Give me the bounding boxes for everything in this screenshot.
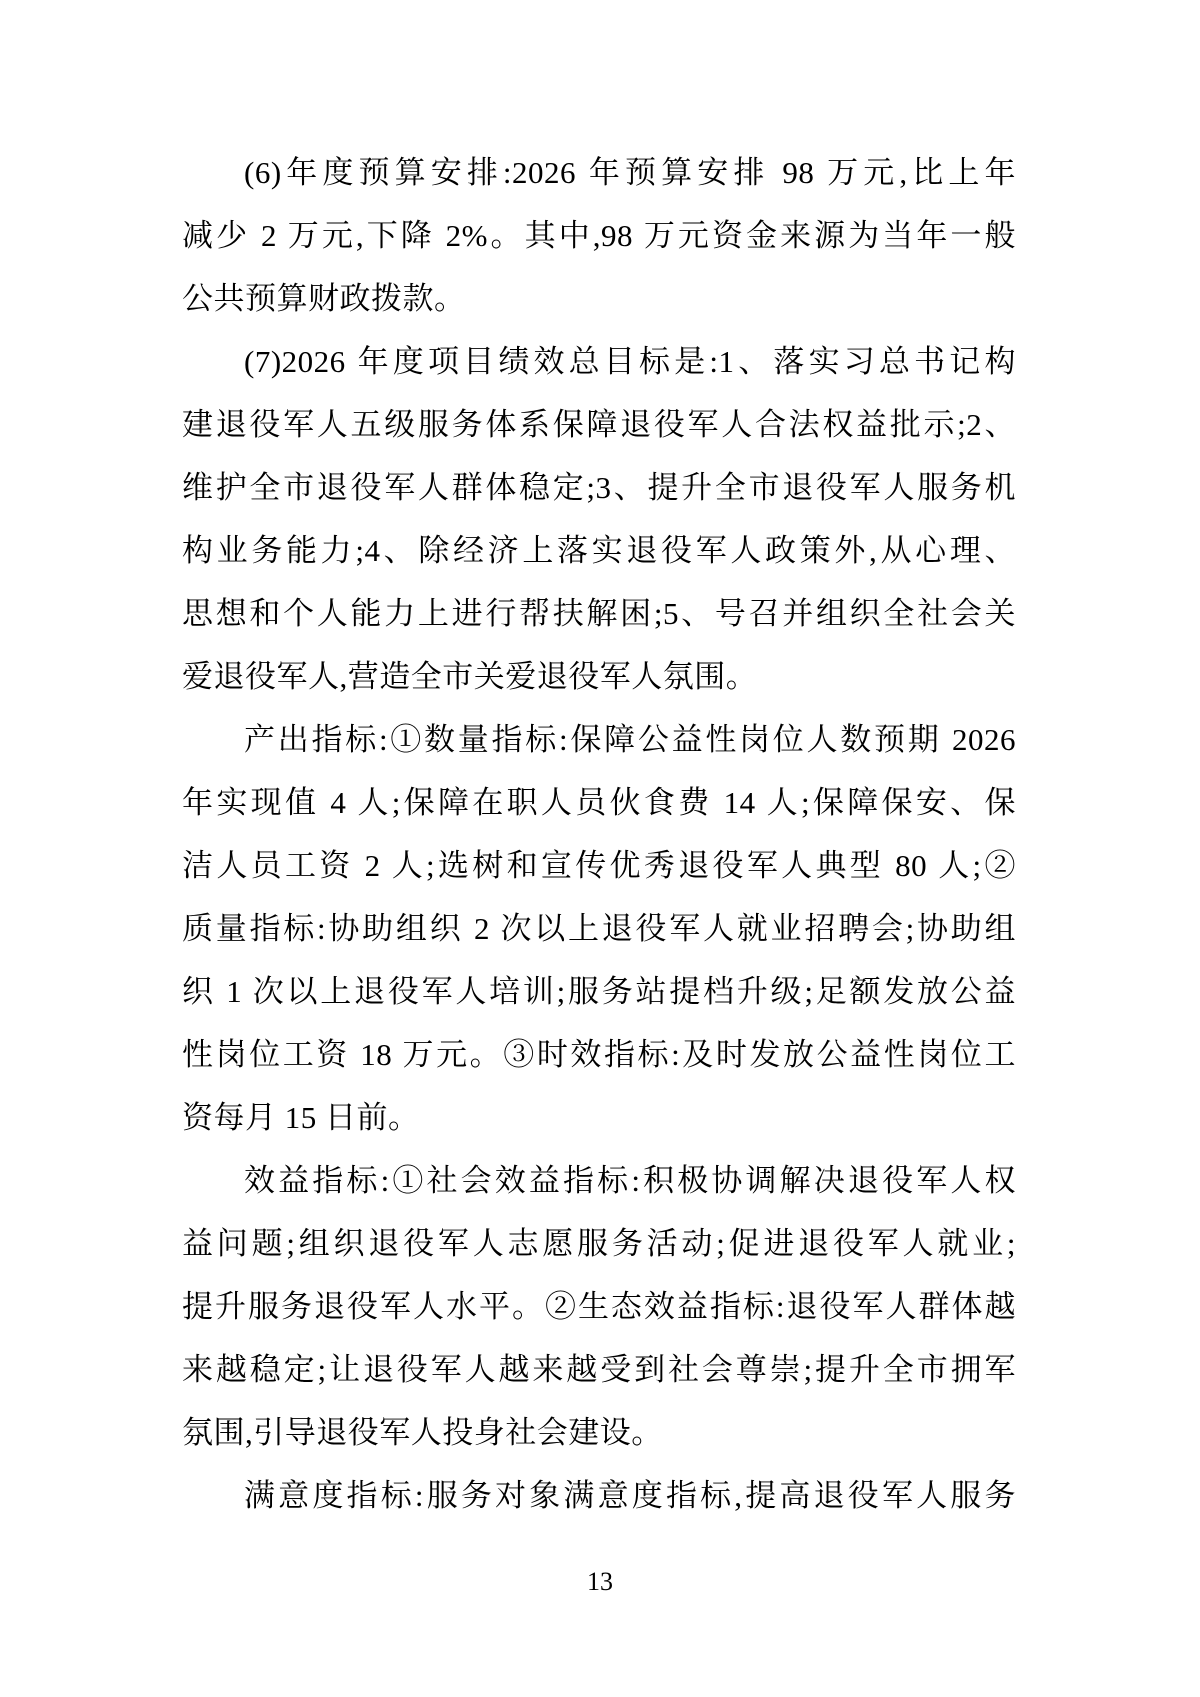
text-line: 质量指标:协助组织 2 次以上退役军人就业招聘会;协助组 (182, 911, 1016, 946)
text-line: 维护全市退役军人群体稳定;3、提升全市退役军人服务机 (182, 470, 1016, 505)
text-line: 思想和个人能力上进行帮扶解困;5、号召并组织全社会关 (182, 596, 1016, 631)
document-body (182, 141, 1016, 1527)
text-line: 资每月 15 日前。 (182, 1100, 420, 1135)
text-line: 建退役军人五级服务体系保障退役军人合法权益批示;2、 (182, 407, 1016, 442)
text-line: 公共预算财政拨款。 (182, 281, 466, 316)
text-line: 性岗位工资 18 万元。③时效指标:及时发放公益性岗位工 (182, 1037, 1016, 1072)
text-line: 洁人员工资 2 人;选树和宣传优秀退役军人典型 80 人;② (182, 848, 1016, 883)
text-line: (7)2026 年度项目绩效总目标是:1、落实习总书记构 (244, 344, 1016, 379)
text-line: 提升服务退役军人水平。②生态效益指标:退役军人群体越 (182, 1289, 1016, 1324)
page-number: 13 (587, 1567, 613, 1596)
text-line: (6)年度预算安排:2026 年预算安排 98 万元,比上年 (244, 155, 1016, 190)
text-line: 满意度指标:服务对象满意度指标,提高退役军人服务 (244, 1478, 1016, 1513)
text-line: 构业务能力;4、除经济上落实退役军人政策外,从心理、 (182, 533, 1016, 568)
text-line: 爱退役军人,营造全市关爱退役军人氛围。 (182, 659, 758, 694)
text-line: 来越稳定;让退役军人越来越受到社会尊崇;提升全市拥军 (182, 1352, 1016, 1387)
text-line: 效益指标:①社会效益指标:积极协调解决退役军人权 (244, 1163, 1016, 1198)
text-line: 织 1 次以上退役军人培训;服务站提档升级;足额发放公益 (182, 974, 1016, 1009)
text-line: 产出指标:①数量指标:保障公益性岗位人数预期 2026 (244, 722, 1016, 757)
text-line: 年实现值 4 人;保障在职人员伙食费 14 人;保障保安、保 (182, 785, 1016, 820)
text-line: 益问题;组织退役军人志愿服务活动;促进退役军人就业; (182, 1226, 1016, 1261)
text-line: 氛围,引导退役军人投身社会建设。 (182, 1415, 663, 1450)
text-line: 减少 2 万元,下降 2%。其中,98 万元资金来源为当年一般 (182, 218, 1016, 253)
